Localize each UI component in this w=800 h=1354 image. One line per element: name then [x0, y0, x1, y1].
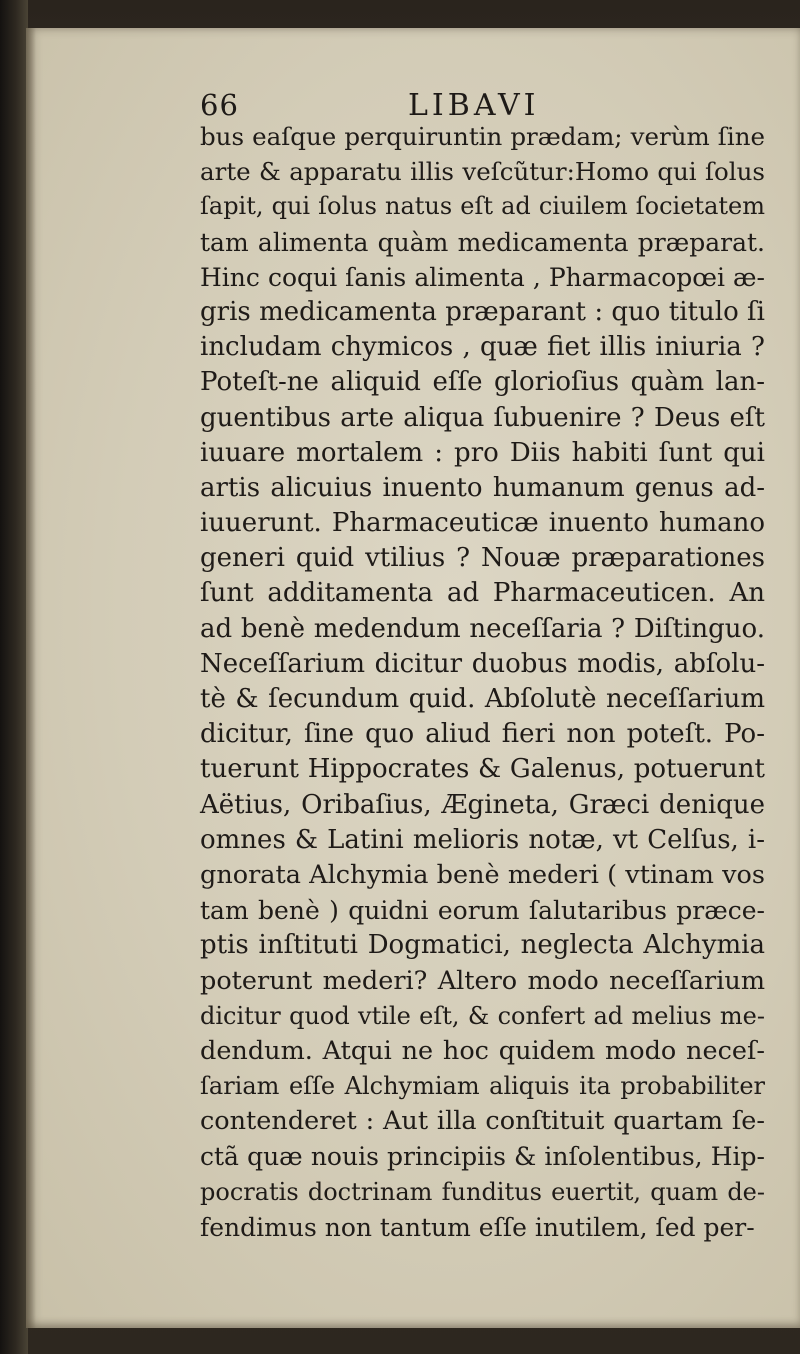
text-line: generi quid vtilius ? Nouæ præparationes [200, 543, 765, 574]
text-line: ad benè medendum neceſſaria ? Diſtinguo. [200, 613, 765, 644]
running-title: LIBAVI [408, 88, 540, 123]
text-line: Neceſſarium dicitur duobus modis, abſolu- [200, 648, 765, 679]
text-line: iuuare mortalem : pro Diis habiti ſunt qui [200, 437, 765, 468]
page-number: 66 [200, 88, 239, 122]
text-line: gris medicamenta præparant : quo titulo ſi [200, 296, 765, 327]
text-line: Poteſt-ne aliquid eſſe glorioſius quàm lan- [200, 367, 765, 398]
text-line: tam alimenta quàm medicamenta præparat. [200, 227, 765, 257]
text-line: omnes & Latini melioris notæ, vt Celſus, i- [200, 824, 765, 855]
text-line: ſariam eſſe Alchymiam aliquis ita probabiliter [200, 1072, 765, 1101]
text-line: arte & apparatu illis veſcũtur:Homo qui ſolus [200, 157, 765, 187]
text-line: Hinc coqui ſanis alimenta , Pharmacopœi æ- [200, 262, 765, 292]
text-line: tuerunt Hippocrates & Galenus, potuerunt [200, 754, 765, 785]
text-line: artis alicuius inuento humanum genus ad- [200, 472, 765, 503]
text-line: iuuerunt. Pharmaceuticæ inuento humano [200, 508, 765, 539]
text-line: tè & ſecundum quid. Abſolutè neceſſarium [200, 684, 765, 714]
text-line: ptis inſtituti Dogmatici, neglecta Alchymia [200, 930, 765, 961]
text-line: bus eaſque perquiruntin prædam; verùm ſine [200, 122, 765, 151]
text-line: Aëtius, Oribaſius, Ægineta, Græci denique [200, 789, 765, 820]
text-line: gnorata Alchymia benè mederi ( vtinam vos [200, 859, 765, 890]
page-gutter-shadow [26, 28, 36, 1328]
text-line: tam benè ) quidni eorum ſalutaribus præce- [200, 896, 765, 926]
text-line: ſunt additamenta ad Pharmaceuticen. An [200, 578, 765, 609]
text-line: dicitur quod vtile eſt, & confert ad melius me- [200, 1001, 765, 1030]
text-line: pocratis doctrinam funditus euertit, quam de- [200, 1177, 765, 1206]
text-line: dicitur, ſine quo aliud fieri non poteſt. Po- [200, 719, 765, 750]
text-line: guentibus arte aliqua ſubuenire ? Deus eſt [200, 402, 765, 433]
text-line: ctã quæ nouis principiis & inſolentibus, Hip- [200, 1142, 765, 1172]
body-text [200, 119, 765, 1245]
text-line: fendimus non tantum eſſe inutilem, ſed per- [200, 1212, 755, 1242]
text-line: dendum. Atqui ne hoc quidem modo neceſ- [200, 1035, 765, 1066]
text-line: contenderet : Aut illa conſtituit quartam ſe- [200, 1106, 765, 1137]
text-line: poterunt mederi? Altero modo neceſſarium [200, 965, 765, 996]
book-spine [0, 0, 28, 1354]
text-line: includam chymicos , quæ fiet illis iniuria ? [200, 332, 765, 363]
text-line: ſapit, qui ſolus natus eſt ad ciuilem ſocietatem [200, 192, 765, 221]
